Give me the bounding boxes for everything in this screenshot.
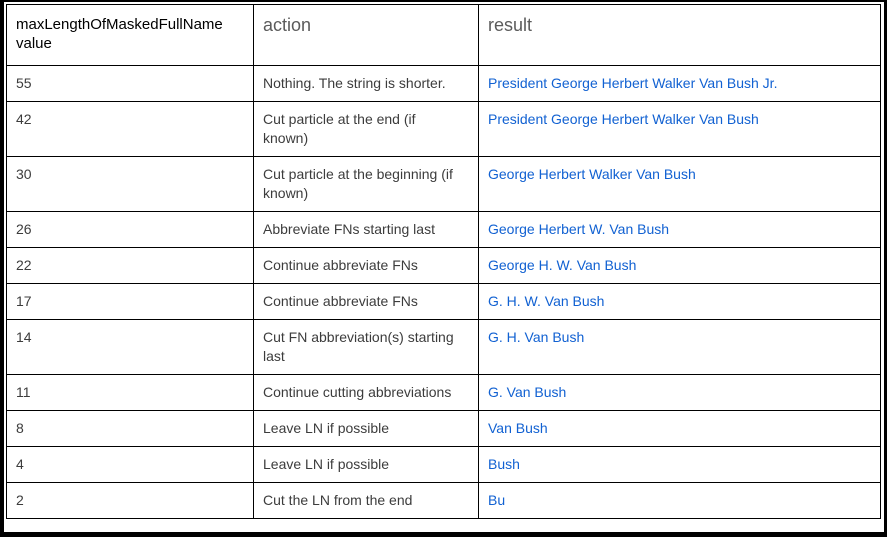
action-text: Cut particle at the end (if known) [263, 111, 416, 146]
maxlength-value-cell [7, 102, 254, 157]
result-cell [479, 320, 881, 375]
action-cell [254, 212, 479, 248]
action-text: Cut FN abbreviation(s) starting last [263, 329, 454, 364]
table-row [7, 375, 881, 411]
action-text: Abbreviate FNs starting last [263, 221, 435, 237]
result-text: G. H. W. Van Bush [488, 293, 605, 309]
result-text: George Herbert W. Van Bush [488, 221, 670, 237]
column-header-maxlength-value: maxLengthOfMaskedFullName value [7, 5, 254, 66]
action-text: Leave LN if possible [263, 456, 390, 472]
column-header-result: result [479, 5, 881, 66]
action-text: Continue abbreviate FNs [263, 293, 418, 309]
maxlength-value-cell [7, 248, 254, 284]
table-row [7, 320, 881, 375]
maxlength-value-text: 14 [16, 329, 32, 345]
maxlength-value-text: 11 [16, 384, 31, 400]
maxlength-value-cell [7, 411, 254, 447]
table-row [7, 248, 881, 284]
action-cell [254, 320, 479, 375]
action-text: Continue abbreviate FNs [263, 257, 418, 273]
result-cell [479, 411, 881, 447]
table-body [7, 66, 881, 519]
action-text: Cut the LN from the end [263, 492, 413, 508]
table-row [7, 66, 881, 102]
action-text: Leave LN if possible [263, 420, 390, 436]
maxlength-value-cell [7, 483, 254, 519]
header-row [7, 5, 881, 66]
result-cell [479, 447, 881, 483]
maxlength-value-text: 22 [16, 257, 32, 273]
result-text: Van Bush [488, 420, 548, 436]
maxlength-value-text: 55 [16, 75, 32, 91]
result-cell [479, 66, 881, 102]
maxlength-value-cell [7, 447, 254, 483]
maxlength-value-text: 4 [16, 456, 24, 472]
result-text: George H. W. Van Bush [488, 257, 637, 273]
result-text: President George Herbert Walker Van Bush [488, 111, 759, 127]
maxlength-value-cell [7, 212, 254, 248]
action-text: Continue cutting abbreviations [263, 384, 452, 400]
maxlength-value-text: 30 [16, 166, 32, 182]
action-text: Cut particle at the beginning (if known) [263, 166, 453, 201]
result-cell [479, 212, 881, 248]
action-text: Nothing. The string is shorter. [263, 75, 446, 91]
result-cell [479, 248, 881, 284]
column-header-action: action [254, 5, 479, 66]
table-row [7, 411, 881, 447]
action-cell [254, 102, 479, 157]
result-cell [479, 483, 881, 519]
maxlength-value-text: 17 [16, 293, 32, 309]
action-cell [254, 447, 479, 483]
maxlength-value-cell [7, 66, 254, 102]
maxlength-value-text: 26 [16, 221, 32, 237]
table-row [7, 102, 881, 157]
result-cell [479, 102, 881, 157]
table-row [7, 212, 881, 248]
result-cell [479, 157, 881, 212]
result-text: Bu [488, 492, 506, 508]
action-cell [254, 411, 479, 447]
result-text: Bush [488, 456, 520, 472]
table-row [7, 157, 881, 212]
maxlength-value-cell [7, 320, 254, 375]
action-cell [254, 284, 479, 320]
maxlength-value-cell [7, 157, 254, 212]
action-cell [254, 157, 479, 212]
result-text: G. Van Bush [488, 384, 567, 400]
maxlength-value-cell [7, 375, 254, 411]
maxlength-value-cell [7, 284, 254, 320]
action-cell [254, 375, 479, 411]
maxlength-value-text: 42 [16, 111, 32, 127]
table-row [7, 447, 881, 483]
result-text: President George Herbert Walker Van Bush Jr. [488, 75, 778, 91]
name-masking-rules-table [6, 4, 881, 519]
result-cell [479, 284, 881, 320]
result-text: George Herbert Walker Van Bush [488, 166, 696, 182]
result-text: G. H. Van Bush [488, 329, 585, 345]
maxlength-value-text: 2 [16, 492, 24, 508]
action-cell [254, 66, 479, 102]
table-row [7, 483, 881, 519]
result-cell [479, 375, 881, 411]
table-row [7, 284, 881, 320]
action-cell [254, 248, 479, 284]
maxlength-value-text: 8 [16, 420, 24, 436]
action-cell [254, 483, 479, 519]
